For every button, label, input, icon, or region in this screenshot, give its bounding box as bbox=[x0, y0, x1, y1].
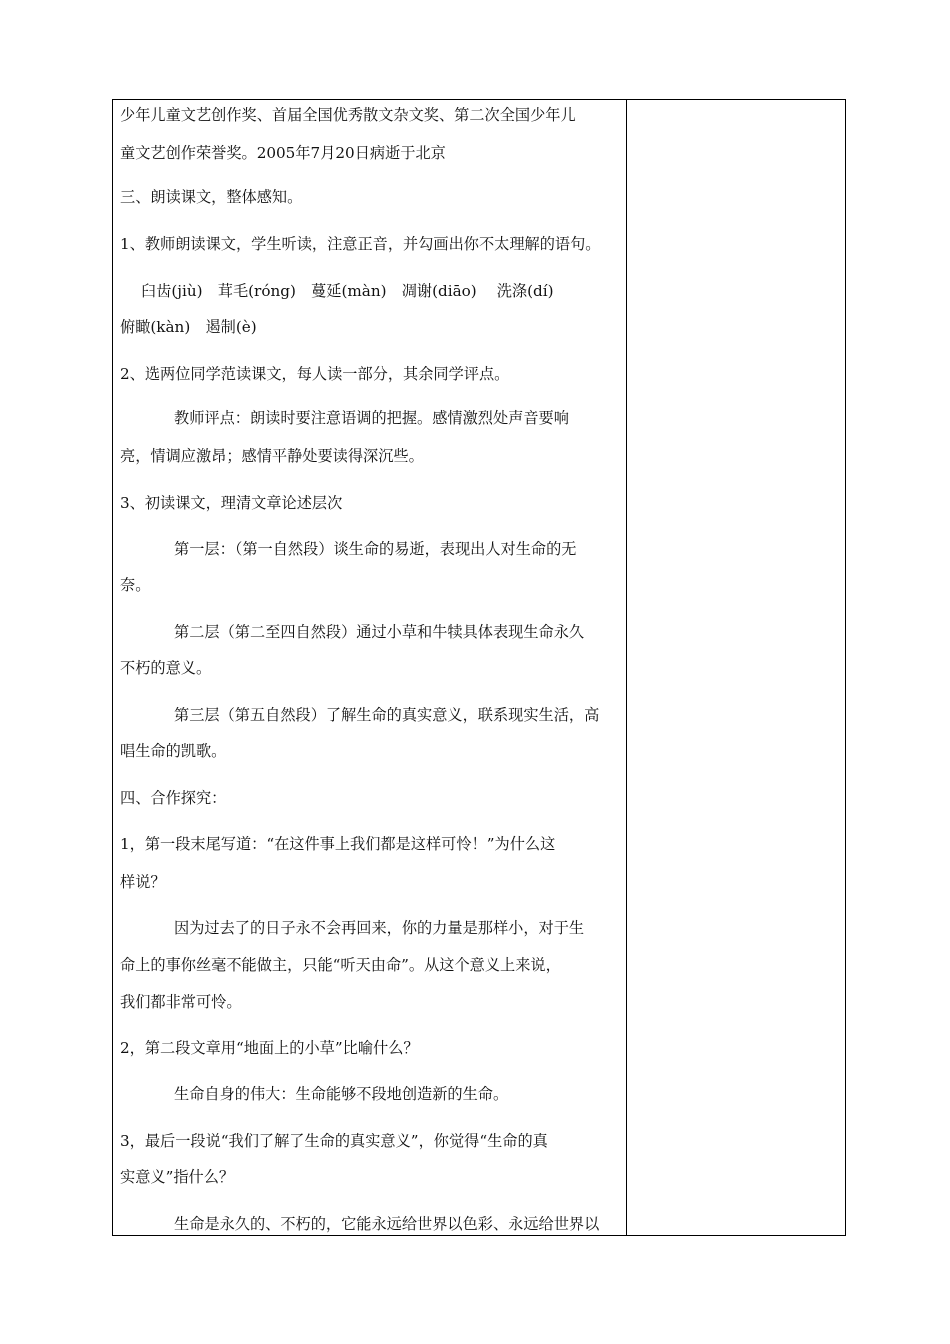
text-line: 生命自身的伟大：生命能够不段地创造新的生命。 bbox=[174, 1085, 509, 1103]
pinyin-vocabulary: 臼齿(jiù) 茸毛(róng) 蔓延(màn) 凋谢(diāo) 洗涤(dí) bbox=[141, 282, 554, 300]
text-line: 少年儿童文艺创作奖、首届全国优秀散文杂文奖、第二次全国少年儿 bbox=[120, 106, 576, 124]
text-line: 样说？ bbox=[120, 873, 166, 891]
text-line: 不朽的意义。 bbox=[120, 659, 212, 677]
text-line: 1，第一段末尾写道：“在这件事上我们都是这样可怜！”为什么这 bbox=[120, 835, 556, 853]
text-line: 因为过去了的日子永不会再回来，你的力量是那样小，对于生 bbox=[174, 919, 585, 937]
text-line: 实意义”指什么？ bbox=[120, 1168, 235, 1186]
text-line: 命上的事你丝毫不能做主，只能“听天由命”。从这个意义上来说， bbox=[120, 956, 561, 974]
text-line: 童文艺创作荣誉奖。2005年7月20日病逝于北京 bbox=[120, 144, 446, 162]
text-line: 教师评点：朗读时要注意语调的把握。感情激烈处声音要响 bbox=[174, 409, 569, 427]
lesson-table bbox=[112, 99, 846, 1236]
text-line: 2，第二段文章用“地面上的小草”比喻什么？ bbox=[120, 1039, 419, 1057]
text-line: 奈。 bbox=[120, 576, 151, 594]
text-line: 唱生命的凯歌。 bbox=[120, 742, 227, 760]
column-divider bbox=[626, 100, 627, 1235]
text-line: 3，最后一段说“我们了解了生命的真实意义”，你觉得“生命的真 bbox=[120, 1132, 548, 1150]
text-line: 第二层（第二至四自然段）通过小草和牛犊具体表现生命永久 bbox=[174, 623, 585, 641]
text-line: 亮，情调应激昂；感情平静处要读得深沉些。 bbox=[120, 447, 424, 465]
text-line: 生命是永久的、不朽的，它能永远给世界以色彩、永远给世界以 bbox=[174, 1215, 600, 1233]
section-heading: 四、合作探究： bbox=[120, 789, 227, 807]
text-line: 3、初读课文，理清文章论述层次 bbox=[120, 494, 343, 512]
text-line: 第一层：（第一自然段）谈生命的易逝，表现出人对生命的无 bbox=[174, 540, 577, 558]
pinyin-vocabulary: 俯瞰(kàn) 遏制(è) bbox=[120, 318, 257, 336]
text-line: 2、选两位同学范读课文，每人读一部分，其余同学评点。 bbox=[120, 365, 510, 383]
text-line: 我们都非常可怜。 bbox=[120, 993, 242, 1011]
text-line: 1、教师朗读课文，学生听读，注意正音，并勾画出你不太理解的语句。 bbox=[120, 235, 601, 253]
text-line: 第三层（第五自然段）了解生命的真实意义，联系现实生活，高 bbox=[174, 706, 600, 724]
section-heading: 三、朗读课文，整体感知。 bbox=[120, 188, 303, 206]
